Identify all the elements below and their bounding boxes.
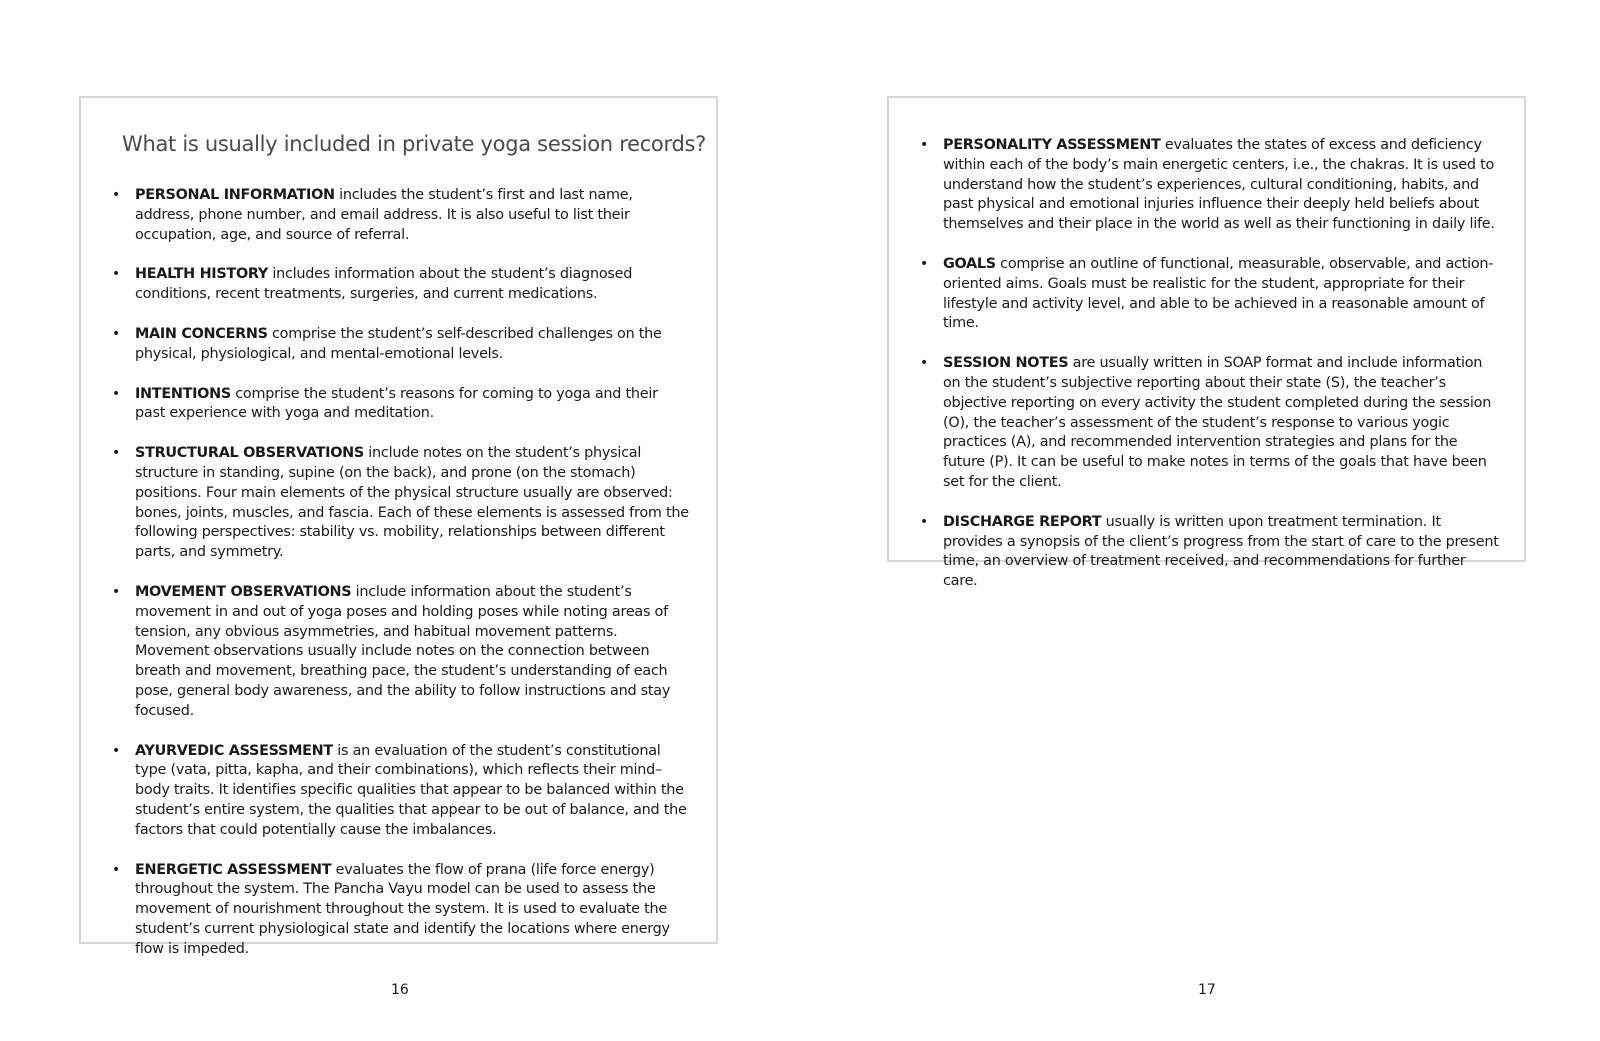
- bullet-icon: •: [112, 325, 121, 342]
- item-term: AYURVEDIC ASSESSMENT: [135, 742, 333, 759]
- page-number: 16: [391, 982, 409, 998]
- list-item: [112, 742, 692, 841]
- bullet-icon: •: [112, 742, 121, 759]
- bullet-icon: •: [112, 445, 121, 462]
- list-item: [112, 385, 692, 425]
- item-text: include notes on the student’s physical structure in standing, supine (on the back), and prone (on the stomach) positions. Four main elements of the physical structure usually are observed: bones, joints, muscles, and fascia. Each of these elements is assessed from the following perspectives: stability vs. mobility, relationships between different parts, and symmetry.: [135, 445, 689, 561]
- item-term: HEALTH HISTORY: [135, 266, 268, 283]
- item-text: evaluates the flow of prana (life force energy) throughout the system. The Pancha Vayu model can be used to assess the movement of nourishment throughout the system. It is used to evaluate the student’s current physiological state and identify the locations where energy flow is impeded.: [135, 861, 670, 957]
- item-term: DISCHARGE REPORT: [943, 513, 1102, 530]
- item-term: INTENTIONS: [135, 385, 231, 402]
- bullet-list-left: [112, 186, 692, 960]
- item-text: includes the student’s first and last name, address, phone number, and email address. It is also useful to list their occupation, age, and source of referral.: [135, 187, 633, 243]
- item-term: SESSION NOTES: [943, 355, 1069, 372]
- list-item: [112, 186, 692, 245]
- item-text: is an evaluation of the student’s constitutional type (vata, pitta, kapha, and their combinations), which reflects their mind–body traits. It identifies specific qualities that appear to be balanced within the student’s entire system, the qualities that appear to be out of balance, and the factors that could potentially cause the imbalances.: [135, 742, 687, 838]
- item-term: ENERGETIC ASSESSMENT: [135, 861, 332, 878]
- item-term: GOALS: [943, 255, 996, 272]
- bullet-icon: •: [920, 137, 929, 153]
- bullet-icon: •: [112, 583, 121, 600]
- bullet-icon: •: [112, 861, 121, 878]
- item-term: MAIN CONCERNS: [135, 325, 268, 342]
- right-page: [800, 0, 1600, 1041]
- item-text: comprise an outline of functional, measurable, observable, and action-oriented aims. Goals must be realistic for the student, appropriate for their lifestyle and activity level, and able to be achieved in a reasonable amount of time.: [943, 255, 1494, 332]
- page-number: 17: [1198, 982, 1216, 998]
- item-term: MOVEMENT OBSERVATIONS: [135, 583, 352, 600]
- bullet-icon: •: [112, 385, 121, 402]
- item-text: usually is written upon treatment termination. It provides a synopsis of the client’s progress from the start of care to the present time, an overview of treatment received, and recommendations for further care.: [943, 513, 1499, 590]
- list-item: [112, 265, 692, 305]
- item-text: include information about the student’s movement in and out of yoga poses and holding poses while noting areas of tension, any obvious asymmetries, and habitual movement patterns. Movement observations usually include notes on the connection between breath and movement, breathing pace, the student’s understanding of each pose, general body awareness, and the ability to follow instructions and stay focused.: [135, 583, 671, 719]
- bullet-icon: •: [112, 266, 121, 283]
- item-text: evaluates the states of excess and deficiency within each of the body’s main energetic centers, i.e., the chakras. It is used to understand how the student’s experiences, cultural conditioning, habits, and past physical and emotional injuries influence their deeply held beliefs about themselves and their place in the world as well as their functioning in daily life.: [943, 137, 1495, 233]
- content-box-right: [887, 96, 1526, 590]
- list-item: [112, 861, 692, 960]
- item-text: comprise the student’s reasons for coming to yoga and their past experience with yoga and meditation.: [135, 385, 658, 422]
- item-text: are usually written in SOAP format and include information on the student’s subjective reporting about their state (S), the teacher’s objective reporting on every activity the student completed during the session (O), the teacher’s assessment of the student’s response to various yogic practices (A), and recommended intervention strategies and plans for the future (P). It can be useful to make notes in terms of the goals that have been set for the client.: [943, 355, 1492, 490]
- list-item: [112, 325, 692, 365]
- list-item: [112, 583, 692, 722]
- item-term: STRUCTURAL OBSERVATIONS: [135, 445, 364, 462]
- list-item: [920, 255, 1500, 334]
- bullet-icon: •: [920, 513, 929, 530]
- content-box-left: [79, 96, 718, 957]
- list-item: [920, 354, 1500, 493]
- list-item: [920, 136, 1500, 235]
- item-term: PERSONAL INFORMATION: [135, 187, 335, 203]
- list-item: [920, 513, 1500, 592]
- bullet-icon: •: [920, 255, 929, 272]
- item-term: PERSONALITY ASSESSMENT: [943, 137, 1161, 153]
- list-item: [112, 444, 692, 563]
- bullet-list-right: [920, 136, 1500, 592]
- bullet-icon: •: [112, 187, 121, 203]
- section-heading: What is usually included in private yoga session records?: [122, 132, 706, 156]
- item-text: includes information about the student’s diagnosed conditions, recent treatments, surgeries, and current medications.: [135, 266, 633, 303]
- item-text: comprise the student’s self-described challenges on the physical, physiological, and mental-emotional levels.: [135, 325, 662, 362]
- bullet-icon: •: [920, 355, 929, 372]
